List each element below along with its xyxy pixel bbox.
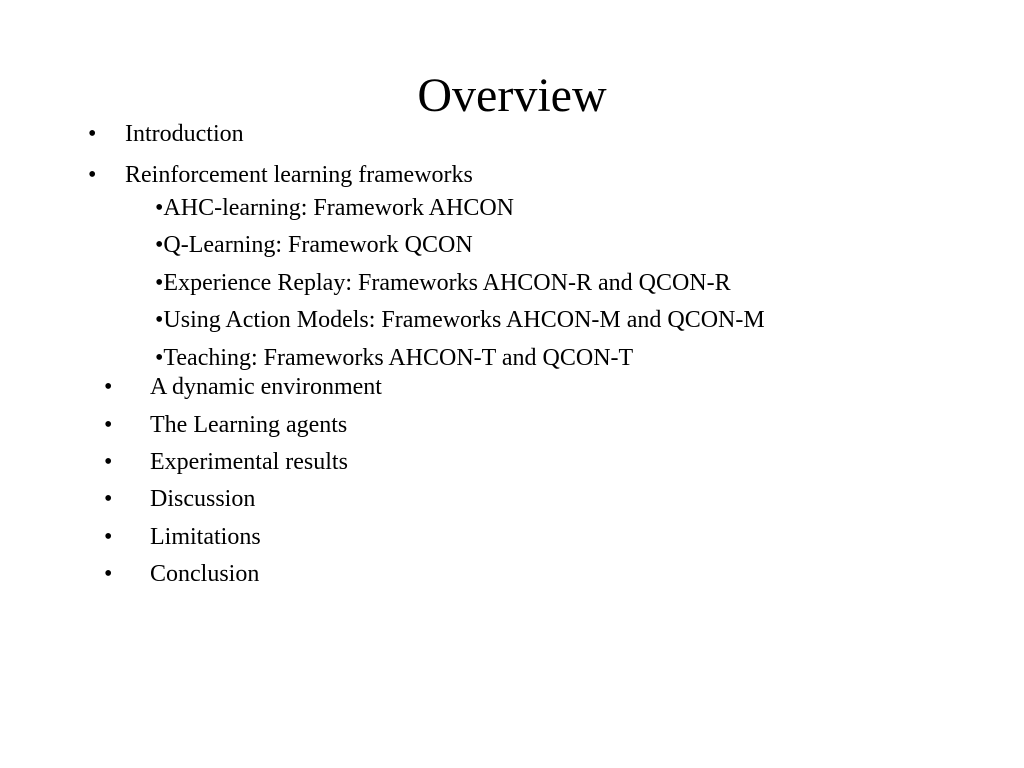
sub-item-qcon: •Q-Learning: Framework QCON — [155, 232, 473, 258]
list-item-label: The Learning agents — [150, 412, 348, 438]
list-item-label: Limitations — [150, 524, 261, 550]
list-item-label: Reinforcement learning frameworks — [125, 162, 473, 188]
bullet-glyph: • — [104, 486, 113, 512]
list-item-label: Introduction — [125, 121, 244, 147]
sub-item-ahcon: •AHC-learning: Framework AHCON — [155, 195, 515, 221]
sub-item-experience-replay: •Experience Replay: Frameworks AHCON-R and QCON-R — [155, 270, 731, 296]
bullet-glyph: • — [104, 412, 113, 438]
bullet-glyph: • — [104, 374, 113, 400]
list-item-label: A dynamic environment — [150, 374, 382, 400]
bullet-glyph: • — [104, 524, 113, 550]
bullet-glyph: • — [88, 162, 97, 188]
bullet-glyph: • — [104, 561, 113, 587]
list-item-label: Discussion — [150, 486, 256, 512]
sub-item-action-models: •Using Action Models: Frameworks AHCON-M and QCON-M — [155, 307, 765, 333]
sub-item-teaching: •Teaching: Frameworks AHCON-T and QCON-T — [155, 345, 634, 371]
bullet-glyph: • — [88, 121, 97, 147]
bullet-glyph: • — [104, 449, 113, 475]
list-item-label: Experimental results — [150, 449, 348, 475]
list-item-label: Conclusion — [150, 561, 260, 587]
slide-title: Overview — [417, 69, 607, 122]
